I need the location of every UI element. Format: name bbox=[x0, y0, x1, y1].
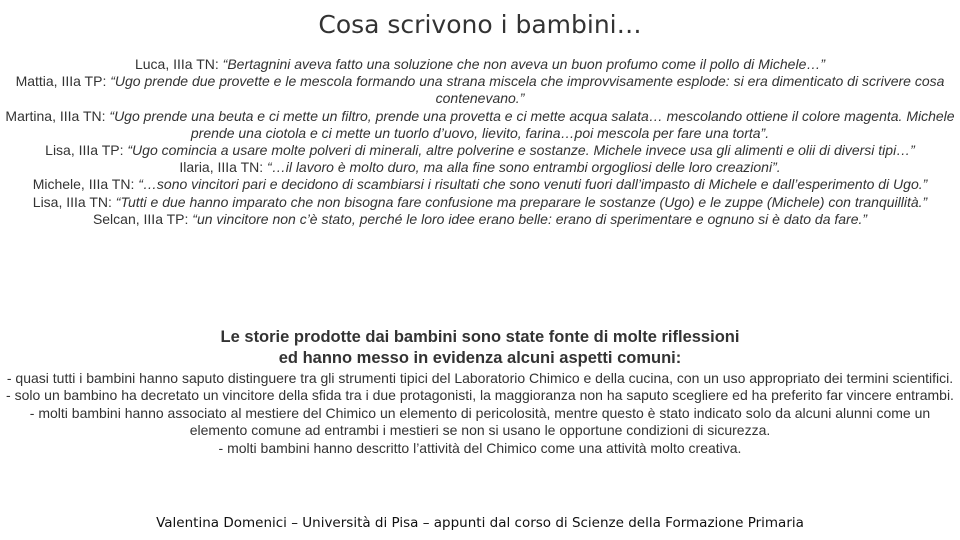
quote-item bbox=[4, 56, 956, 73]
quotes-list bbox=[4, 56, 956, 228]
quote-text: “Tutti e due hanno imparato che non bisogna fare confusione ma preparare le sostanze (Ugo) e le zuppe (Michele) con tranquillità.” bbox=[115, 193, 928, 210]
quote-text: “un vincitore non c’è stato, perché le loro idee erano belle: erano di sperimentare e ognuno si è dato da fare.” bbox=[192, 210, 868, 227]
finding-item: - solo un bambino ha decretato un vincitore della sfida tra i due protagonisti, la maggioranza non ha saputo scegliere ed ha preferito far vincere entrambi. bbox=[6, 387, 954, 404]
summary-heading-line: Le storie prodotte dai bambini sono state fonte di molte riflessioni bbox=[220, 328, 740, 346]
summary-heading-line: ed hanno messo in evidenza alcuni aspetti comuni: bbox=[278, 349, 682, 367]
quote-text: “…il lavoro è molto duro, ma alla fine sono entrambi orgogliosi delle loro creazioni”. bbox=[267, 159, 781, 176]
quote-speaker: Selcan, IIIa TP: bbox=[92, 210, 193, 227]
finding-item: - molti bambini hanno descritto l’attività del Chimico come una attività molto creativa. bbox=[218, 439, 742, 456]
quote-item bbox=[4, 73, 956, 107]
summary-heading bbox=[0, 327, 960, 369]
quote-item bbox=[4, 176, 956, 193]
finding-item: - quasi tutti i bambini hanno saputo distinguere tra gli strumenti tipici del Laboratorio Chimico e della cucina, con un uso appropriato dei termini scientifici. bbox=[6, 370, 954, 386]
quote-text: “Ugo prende due provette e le mescola formando una strana miscela che improvvisamente esplode: si era dimenticato di scrivere cosa contenevano.” bbox=[110, 73, 945, 107]
quote-item bbox=[4, 108, 956, 142]
quote-speaker: Luca, IIIa TN: bbox=[134, 56, 223, 72]
quote-speaker: Ilaria, IIIa TN: bbox=[179, 159, 268, 176]
quote-speaker: Mattia, IIIa TP: bbox=[15, 73, 111, 90]
quote-speaker: Martina, IIIa TN: bbox=[5, 107, 110, 124]
findings-list bbox=[6, 370, 954, 457]
quote-text: “…sono vincitori pari e decidono di scambiarsi i risultati che sono venuti fuori dall’impasto di Michele e dall’esperimento di Ugo.” bbox=[138, 176, 928, 193]
quote-item bbox=[4, 159, 956, 176]
footer-credit: Valentina Domenici – Università di Pisa – appunti dal corso di Scienze della Formazione Primaria bbox=[156, 515, 804, 531]
quote-text: “Ugo prende una beuta e ci mette un filtro, prende una provetta e ci mette acqua salata… mescolando ottiene il colore magenta. Michele prende una ciotola e ci mette un tuorlo d’uovo, lievito, farina…poi mescola per fare una torta”. bbox=[109, 107, 955, 141]
quote-speaker: Michele, IIIa TN: bbox=[32, 176, 139, 193]
slide-title: Cosa scrivono i bambini… bbox=[318, 10, 642, 39]
quote-speaker: Lisa, IIIa TP: bbox=[45, 142, 128, 159]
quote-item bbox=[4, 142, 956, 159]
quote-speaker: Lisa, IIIa TN: bbox=[32, 193, 116, 210]
finding-item: - molti bambini hanno associato al mestiere del Chimico un elemento di pericolosità, mentre questo è stato indicato solo da alcuni alunni come un elemento comune ad entrambi i mestieri se non si usano le opportune condizioni di sicurezza. bbox=[29, 404, 931, 439]
quote-text: “Ugo comincia a usare molte polveri di minerali, altre polverine e sostanze. Michele invece usa gli alimenti e olii di diversi tipi…” bbox=[127, 142, 915, 159]
quote-item bbox=[4, 194, 956, 211]
quote-text: “Bertagnini aveva fatto una soluzione che non aveva un buon profumo come il pollo di Michele…” bbox=[222, 56, 826, 72]
quote-item bbox=[4, 211, 956, 228]
